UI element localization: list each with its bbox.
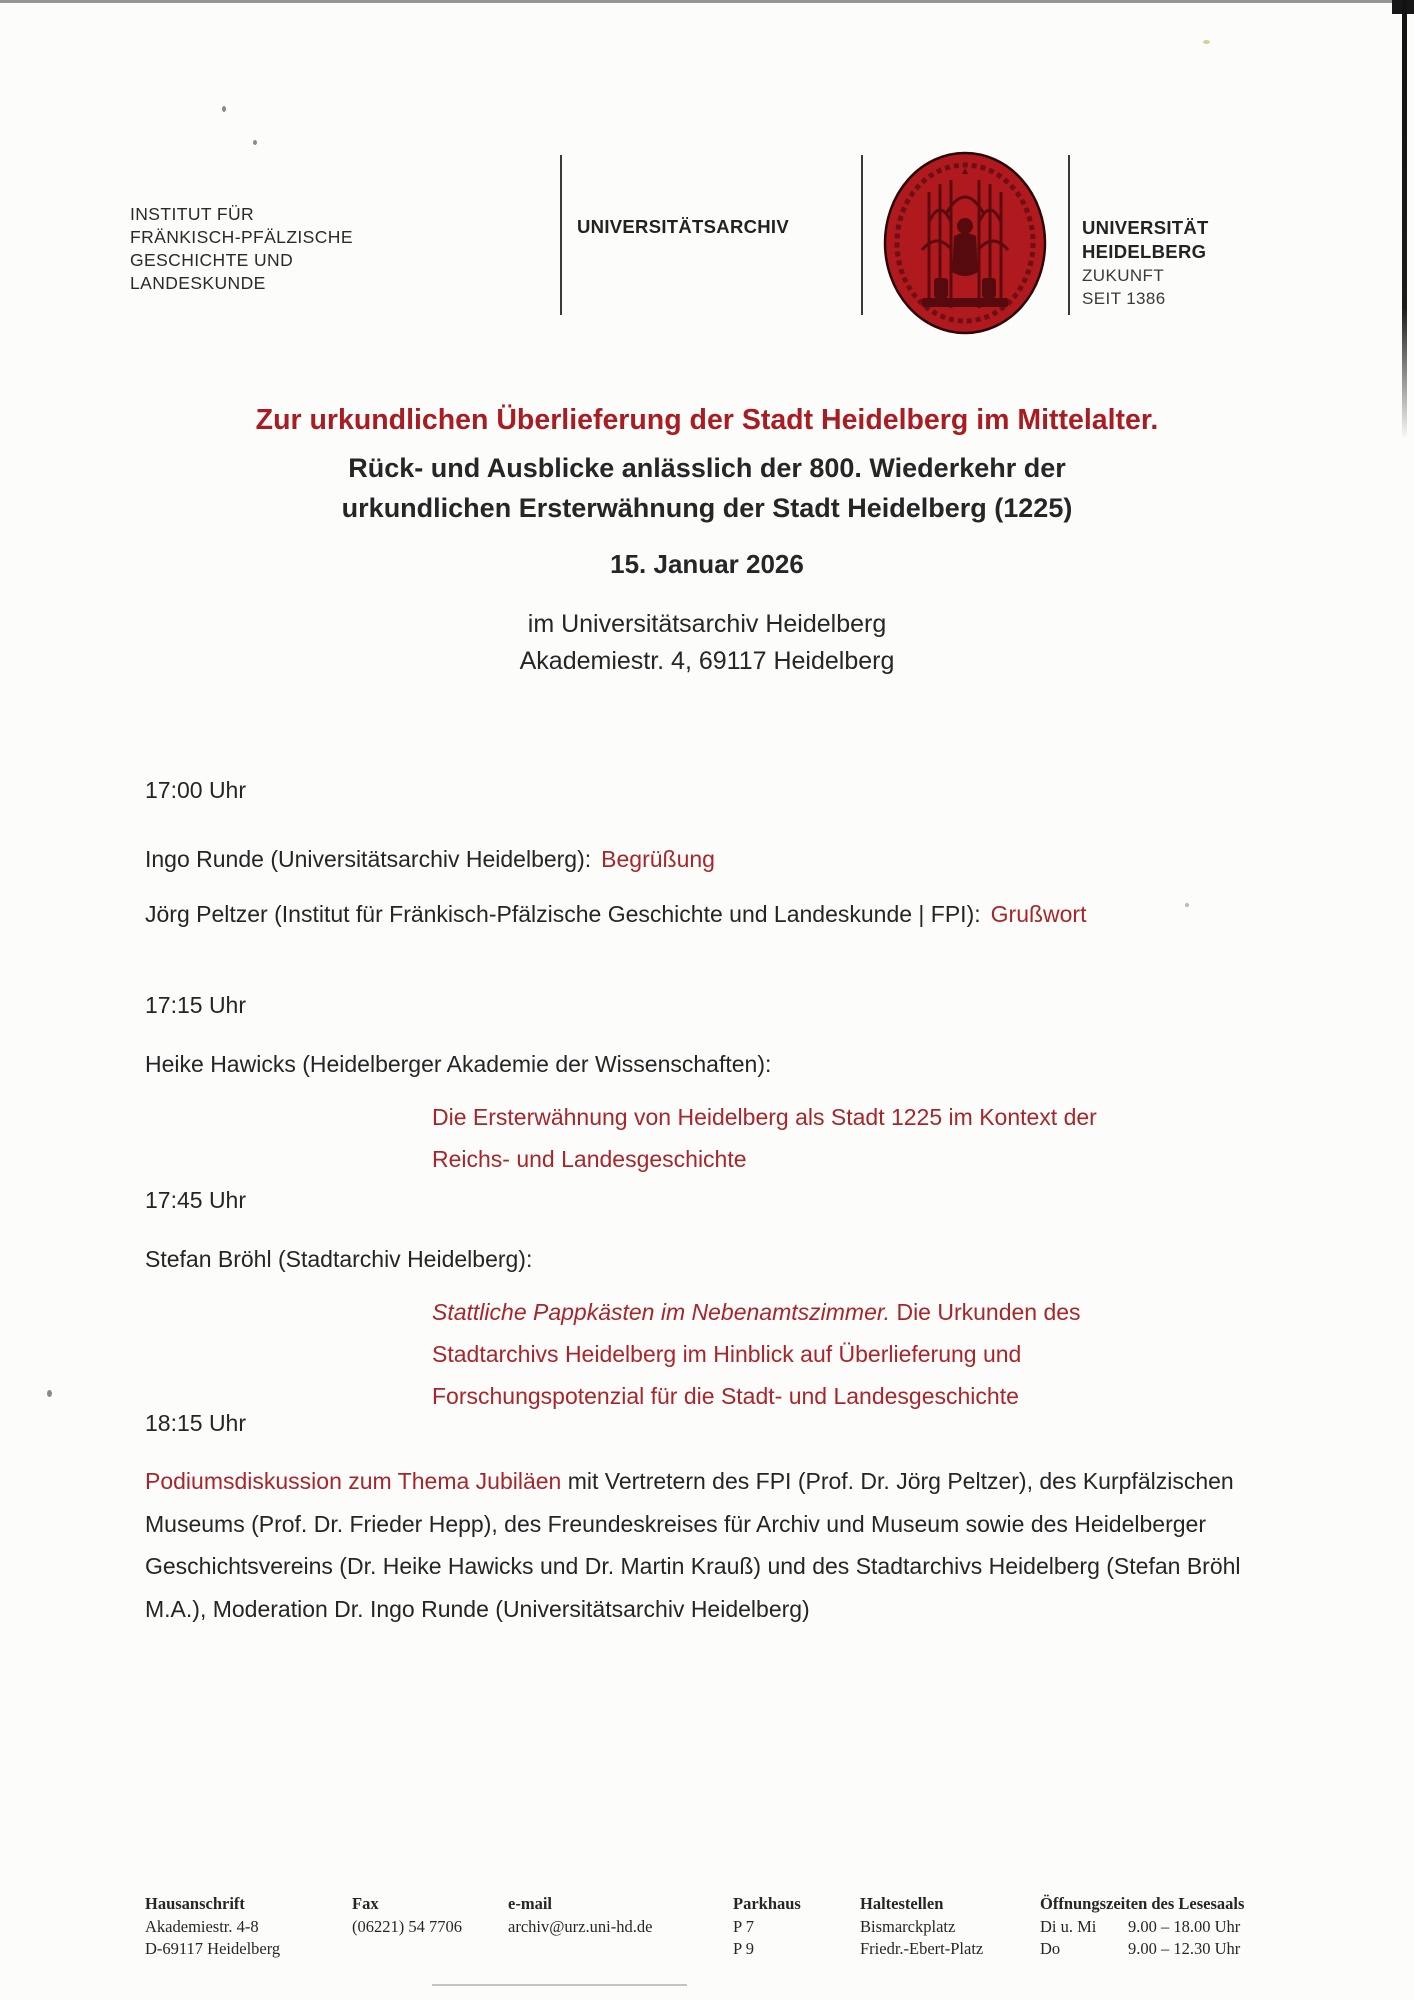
institute-name [130, 203, 353, 295]
scan-speck [253, 140, 257, 145]
footer-heading: Parkhaus [733, 1894, 801, 1913]
footer-hours-time: 9.00 – 18.00 Uhr [1128, 1916, 1241, 1936]
footer-hours-day: Do [1040, 1939, 1061, 1958]
footer-line: Akademiestr. 4-8 [145, 1916, 259, 1936]
program-session-1700 [145, 775, 1290, 930]
university-wordmark-line: ZUKUNFT [1082, 266, 1165, 285]
footer-email [508, 1893, 652, 1938]
footer-heading: e-mail [508, 1894, 552, 1913]
footer-hours-row [1040, 1938, 1244, 1961]
session-time: 18:15 Uhr [145, 1410, 247, 1436]
footer-opening-hours [1040, 1893, 1244, 1961]
panel-discussion-text: mit Vertretern des FPI (Prof. Dr. Jörg Peltzer), des Kurpfälzischen Museums (Prof. Dr. Frieder Hepp), des Freundeskreises für Archiv und Museum sowie des Heidelberger Geschichtsvereins (Dr. Heike Hawicks und Dr. Martin Krauß) und des Stadtarchivs Heidelberg (Stefan Bröhl M.A.), Moderation Dr. Ingo Runde (Universitätsarchiv Heidelberg) [145, 1468, 1241, 1622]
speaker-name: Heike Hawicks (Heidelberger Akademie der Wissenschaften): [145, 1051, 772, 1077]
header-divider [1068, 155, 1070, 315]
program-session-1745 [145, 1185, 1290, 1417]
event-date: 15. Januar 2026 [610, 549, 804, 579]
footer-line: Bismarckplatz [860, 1916, 956, 1936]
talk-title-rest: Die Urkunden des [890, 1299, 1081, 1325]
universitaetsarchiv-label: UNIVERSITÄTSARCHIV [577, 216, 789, 237]
footer-hours-day: Di u. Mi [1040, 1916, 1097, 1936]
scan-speck [1203, 40, 1210, 44]
scan-edge-right [1402, 0, 1407, 440]
footer-stops [860, 1893, 983, 1961]
event-subtitle-line: urkundlichen Ersterwähnung der Stadt Heidelberg (1225) [341, 493, 1073, 523]
event-title: Zur urkundlichen Überlieferung der Stadt Heidelberg im Mittelalter. [255, 404, 1159, 436]
university-wordmark-line: UNIVERSITÄT [1082, 217, 1209, 238]
university-wordmark-line: SEIT 1386 [1082, 289, 1166, 308]
session-time: 17:15 Uhr [145, 992, 247, 1018]
university-seal-icon [882, 150, 1048, 336]
institute-line: LANDESKUNDE [130, 273, 266, 293]
institute-line: INSTITUT FÜR [130, 204, 255, 224]
talk-title [432, 1291, 1272, 1417]
footer-heading: Fax [352, 1894, 379, 1913]
footer-parking [733, 1893, 801, 1961]
talk-title-line: Reichs- und Landesgeschichte [432, 1146, 747, 1172]
speaker-name: Jörg Peltzer (Institut für Fränkisch-Pfälzische Geschichte und Landeskunde | FPI): [145, 901, 981, 927]
scan-speck [47, 1390, 52, 1397]
event-subtitle-line: Rück- und Ausblicke anlässlich der 800. Wiederkehr der [348, 453, 1066, 483]
footer-heading: Haltestellen [860, 1894, 944, 1913]
university-wordmark [1082, 216, 1209, 310]
program-entry [145, 898, 1290, 930]
scan-speck [222, 106, 226, 112]
title-block [0, 404, 1414, 680]
scan-edge-top [0, 0, 1414, 3]
footer-line: P 9 [733, 1939, 754, 1958]
event-venue [0, 606, 1414, 680]
talk-title [432, 1096, 1272, 1180]
talk-title-line: Die Ersterwähnung von Heidelberg als Stadt 1225 im Kontext der [432, 1104, 1097, 1130]
institute-line: FRÄNKISCH-PFÄLZISCHE [130, 227, 353, 247]
header-divider [861, 155, 863, 315]
institute-line: GESCHICHTE UND [130, 250, 294, 270]
panel-discussion-paragraph [145, 1460, 1290, 1630]
talk-topic: Begrüßung [601, 846, 715, 872]
speaker-name: Ingo Runde (Universitätsarchiv Heidelberg): [145, 846, 592, 872]
program-session-1715 [145, 990, 1290, 1180]
footer-address [145, 1893, 280, 1961]
panel-discussion-lead: Podiumsdiskussion zum Thema Jubiläen [145, 1468, 562, 1494]
session-time: 17:45 Uhr [145, 1187, 247, 1213]
footer-line: P 7 [733, 1916, 754, 1936]
talk-title-italic: Stattliche Pappkästen im Nebenamtszimmer. [432, 1299, 891, 1325]
talk-title-line: Forschungspotenzial für die Stadt- und Landesgeschichte [432, 1383, 1019, 1409]
scan-edge-bottom [432, 1984, 687, 1986]
talk-title-line: Stadtarchivs Heidelberg im Hinblick auf Überlieferung und [432, 1341, 1022, 1367]
event-subtitle [0, 448, 1414, 528]
footer-fax [352, 1893, 462, 1938]
footer-heading: Hausanschrift [145, 1894, 245, 1913]
footer-email-address: archiv@urz.uni-hd.de [508, 1916, 653, 1936]
event-venue-line: im Universitätsarchiv Heidelberg [527, 610, 887, 638]
footer-hours-time: 9.00 – 12.30 Uhr [1128, 1939, 1241, 1958]
program-session-1815 [145, 1408, 1290, 1630]
footer-line: (06221) 54 7706 [352, 1916, 462, 1936]
footer-line: D-69117 Heidelberg [145, 1939, 281, 1958]
university-wordmark-line: HEIDELBERG [1082, 241, 1207, 262]
footer-hours-row [1040, 1916, 1244, 1939]
session-time: 17:00 Uhr [145, 777, 247, 803]
program-entry [145, 843, 1290, 875]
talk-topic: Grußwort [990, 901, 1087, 927]
talk-title-line [432, 1291, 1272, 1333]
footer-heading: Öffnungszeiten des Lesesaals [1040, 1894, 1245, 1913]
footer-line: Friedr.-Ebert-Platz [860, 1939, 984, 1958]
event-venue-line: Akademiestr. 4, 69117 Heidelberg [519, 647, 895, 675]
header-divider [560, 155, 562, 315]
speaker-name: Stefan Bröhl (Stadtarchiv Heidelberg): [145, 1246, 533, 1272]
